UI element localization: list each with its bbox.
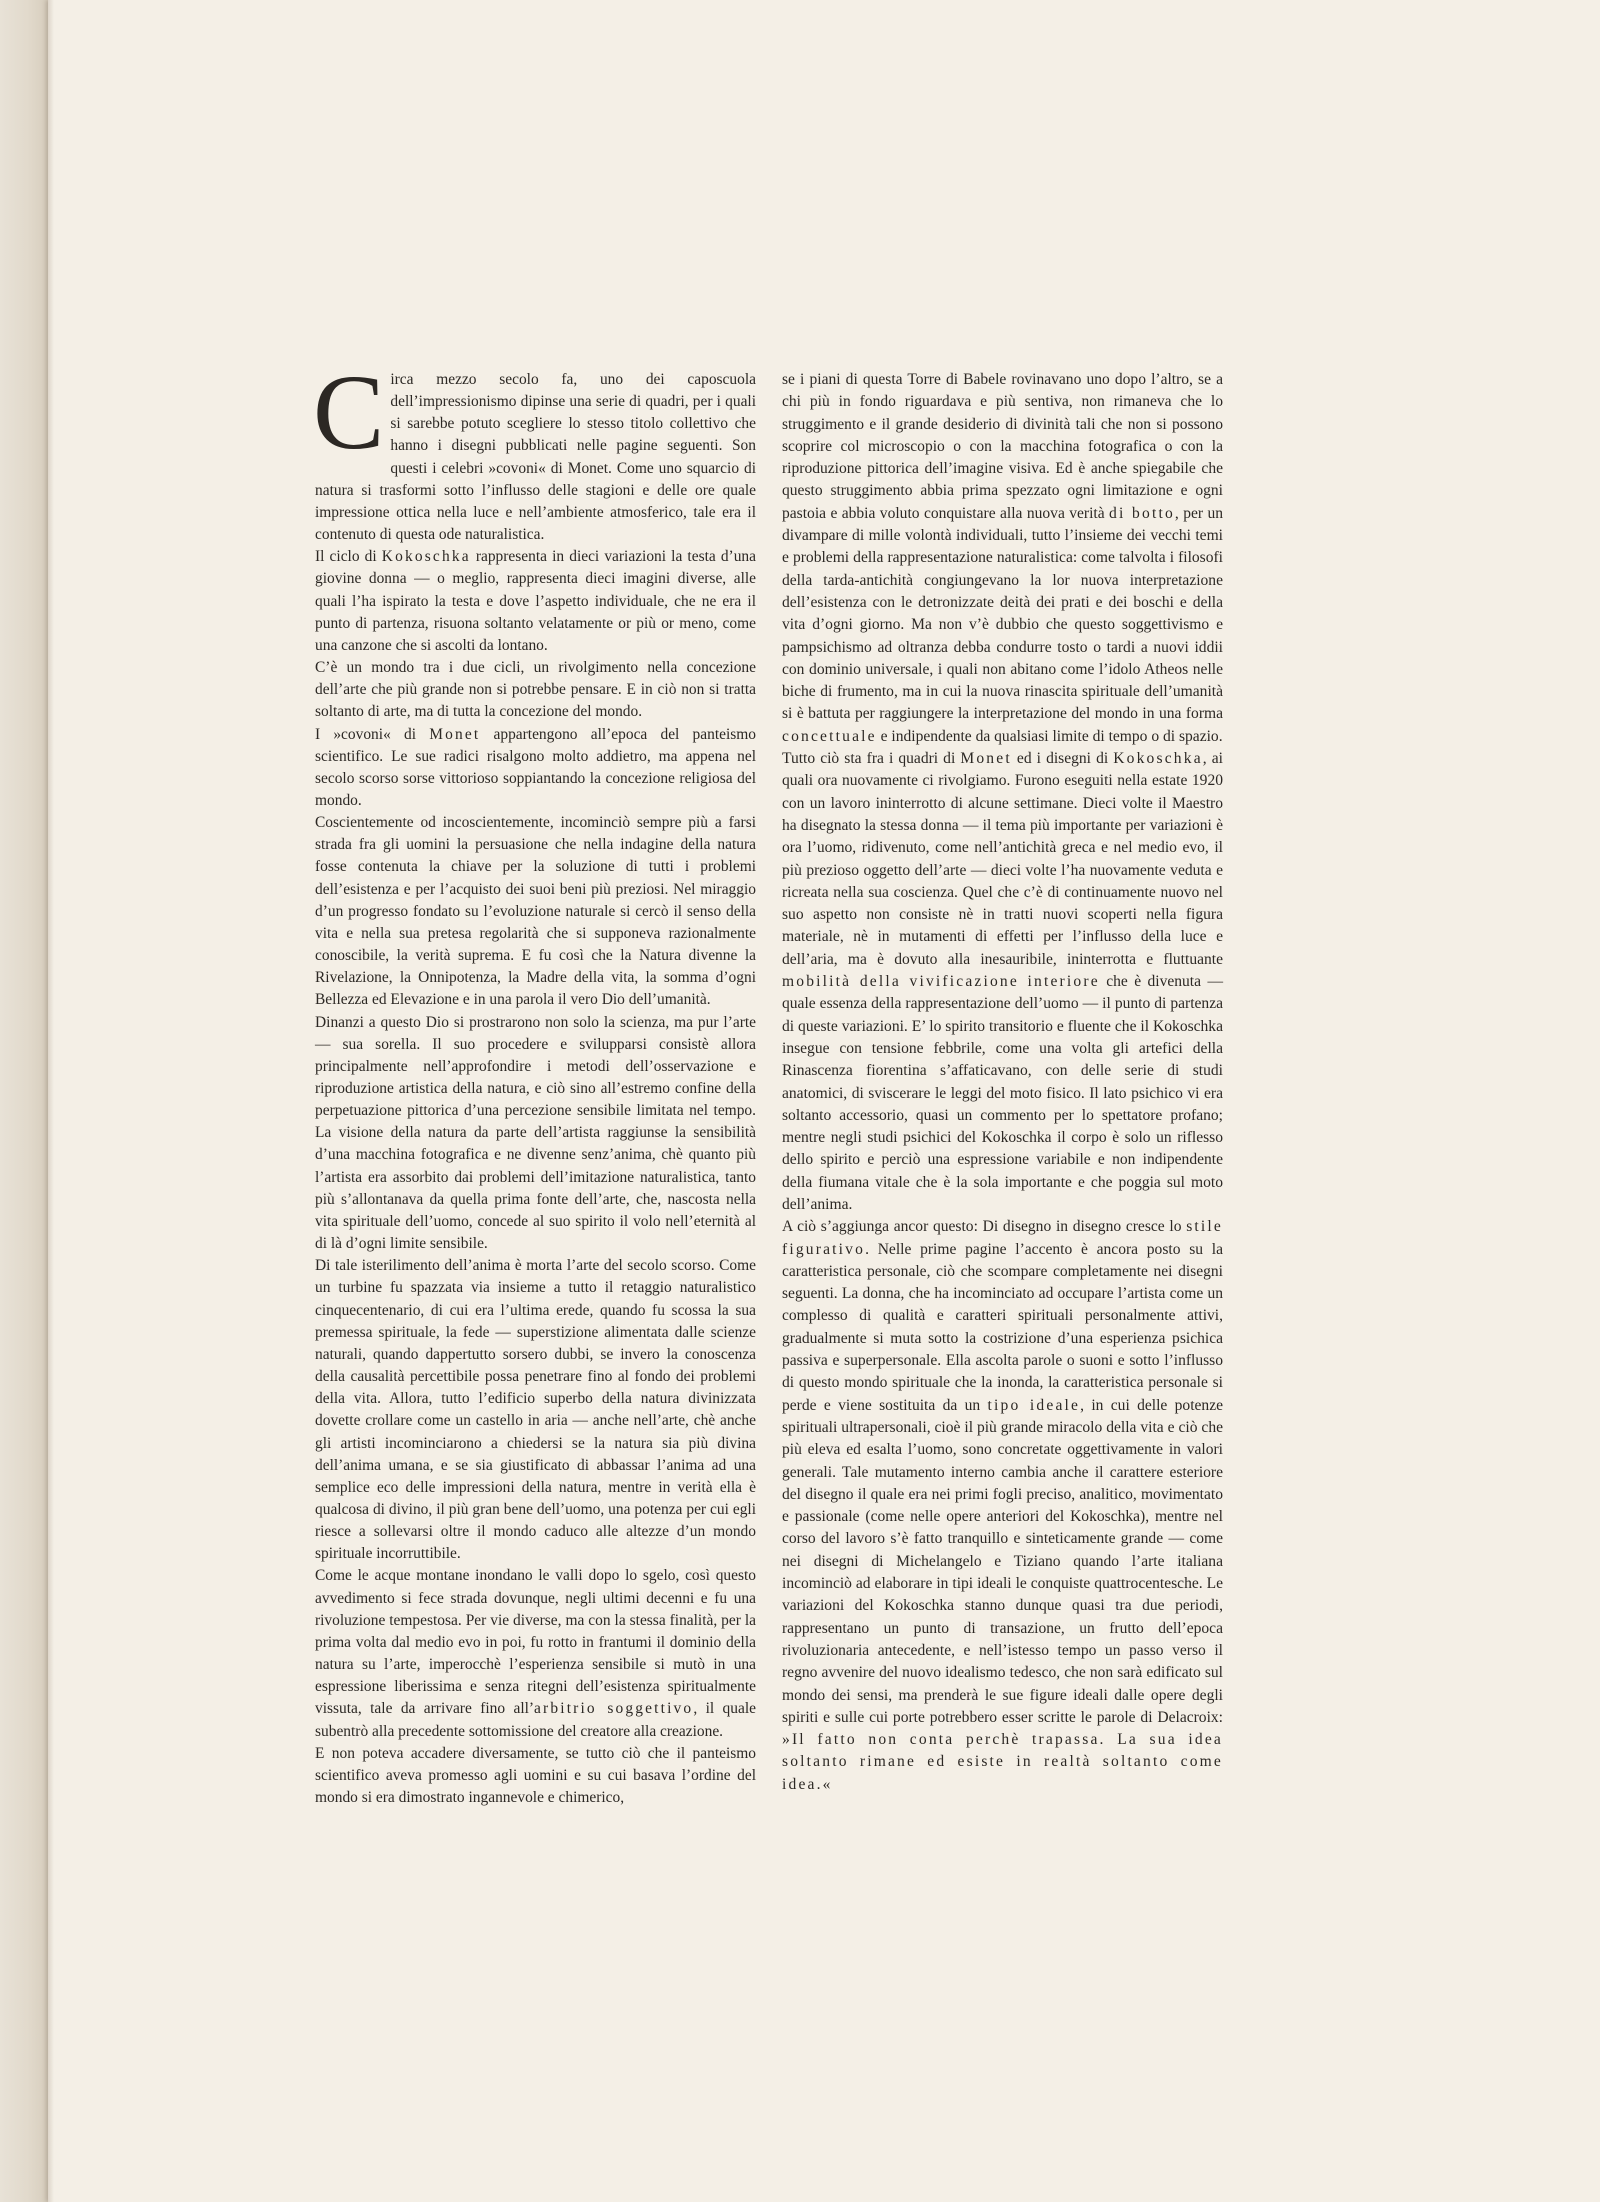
- text-run: Come le acque montane inondano le valli dopo lo sgelo, così questo avvedimento si fece strada dovunque, negli ultimi decenni e fu una rivoluzione tempestosa. Per vie diverse, ma con la stessa finalità, per la prima volta dal medio evo in poi, fu rotto in frantumi il dominio della natura su l’arte, imperocchè l’esperienza sensibile si mutò in una espressione liberissima e senza ritegni dell’esistenza spiritualmente vissuta, tale da arrivare fino all’: [315, 1567, 756, 1718]
- text-column-right: [782, 369, 1223, 1796]
- paragraph: [315, 546, 756, 657]
- spaced-emphasis: Monet: [960, 750, 1012, 768]
- spaced-emphasis: tipo ideale: [987, 1396, 1081, 1414]
- text-run: , in cui delle potenze spirituali ultrapersonali, cioè il più grande miracolo della vita e ciò che più eleva ed esalta l’uomo, sono concretate oggettivamente in valori generali. Tale mutamento interno cambia anche il carattere esteriore del disegno il quale era nei primi fogli preciso, analitico, movimentato e passionale (come nelle opere anteriori del Kokoschka), mentre nel corso del lavoro s’è fatto tranquillo e sinteticamente grande — come nei disegni di Michelangelo e Tiziano quando l’arte italiana incominciò ad elaborare in tipi ideali le conquiste quattrocentesche. Le variazioni del Kokoschka stanno dunque quasi tra due periodi, rappresentano un punto di transazione, un frutto dell’epoca rivoluzionaria antecedente, e nell’istesso tempo un passo verso il regno avvenire del nuovo idealismo tedesco, che non sarà edificato sul mondo dei sensi, ma prenderà le sue figure ideali dalle opere degli spiriti e sulle cui porte potrebbero esser scritte le parole di Delacroix:: [782, 1396, 1224, 1726]
- spaced-emphasis: concettuale: [782, 727, 877, 745]
- text-run: ed i disegni di: [1011, 750, 1114, 768]
- text-run: rappresenta in dieci variazioni la testa d’una giovine donna — o meglio, rappresenta dieci imagini diverse, alle quali l’ha ispirato la testa e dove l’aspetto individuale, che ne era il punto di partenza, risuona soltanto velatamente or più or meno, come una canzone che si ascolti da lontano.: [315, 548, 756, 654]
- text-run: , ai quali ora nuovamente ci rivolgiamo. Furono eseguiti nella estate 1920 con un lavoro ininterrotto di alcune settimane. Dieci volte il Maestro ha disegnato la stessa donna — il tema più importante per variazioni è ora l’uomo, ridivenuto, come nell’antichità greca e nel medio evo, il più prezioso oggetto dell’arte — dieci volte l’ha nuovamente veduta e ricreata nella sua coscienza. Quel che c’è di continuamente nuovo nel suo aspetto non consiste nè in tratti nuovi scoperti nella figura materiale, nè in mutamenti di effetti per l’influsso della luce e dell’aria, ma è dovuto alla inesauribile, ininterrotta e fluttuante: [782, 750, 1223, 968]
- text-run: se i piani di questa Torre di Babele rovinavano uno dopo l’altro, se a chi più in fondo riguardava e più sentiva, non rimaneva che lo struggimento e il grande desiderio di divinità tali che non si possono scoprire col microscopio o con la macchina fotografica o con la riproduzione pittorica dell’imagine visiva. Ed è anche spiegabile che questo struggimento abbia prima spezzato ogni limitazione e ogni pastoia e abbia voluto conquistare alla nuova verità: [782, 371, 1223, 522]
- paragraph: [315, 724, 756, 813]
- paragraph: E non poteva accadere diversamente, se tutto ciò che il panteismo scientifico aveva promesso agli uomini e su cui basava l’ordine del mondo si era dimostrato ingannevole e chimerico,: [315, 1744, 756, 1806]
- text-run: . Nelle prime pagine l’accento è ancora posto su la caratteristica personale, ciò che scompare completamente nei disegni seguenti. La donna, che ha incominciato ad occupare l’artista come un complesso di qualità e caratteri spirituali personalmente attivi, gradualmente si muta sotto la costrizione d’una esperienza psichica passiva e superpersonale. Ella ascolta parole o suoni e sotto l’influsso di questo mondo spirituale che la inonda, la caratteristica personale si perde e viene sostituita da un: [782, 1240, 1223, 1414]
- text-column-left: [313, 354, 756, 1809]
- spaced-emphasis: mobilità della vivificazione interiore: [782, 973, 1100, 991]
- text-run: Tutto ciò sta fra i quadri di: [782, 750, 961, 768]
- spaced-emphasis: di botto: [1109, 504, 1175, 522]
- text-run: appartengono all’epoca del panteismo scientifico. Le sue radici risalgono molto addietro, ma appena nel secolo scorso sorse vittorioso soppiantando la concezione religiosa del mondo.: [315, 725, 756, 809]
- paragraph: [782, 1216, 1223, 1796]
- spaced-emphasis: Kokoschka: [1113, 750, 1203, 768]
- lead-paragraph: irca mezzo secolo fa, uno dei caposcuola dell’impressionismo dipinse una serie di quadri, per i quali si sarebbe potuto scegliere lo stesso titolo collettivo che hanno i disegni pubblicati nelle pagine seguenti. Son questi i celebri »covoni« di Monet. Come uno squarcio di natura si trasformi sotto l’influsso delle stagioni e delle ore quale impressione ottica nella luce e nell’ambiente atmosferico, tale era il contenuto di questa ode naturalistica.: [315, 371, 756, 544]
- page-fold-shadow: [48, 0, 54, 2202]
- text-run: e indipendente da qualsiasi limite di tempo o di spazio.: [876, 727, 1223, 745]
- spaced-emphasis: Monet: [429, 725, 481, 743]
- paragraph: Coscientemente od incoscientemente, incominciò sempre più a farsi strada fra gli uomini la persuasione che nella indagine della natura fosse contenuta la chiave per la soluzione di tutti i problemi dell’esistenza e per l’acquisto dei suoi beni più preziosi. Nel miraggio d’un progresso fondato su l’evoluzione naturale si cercò il senso della vita e nella sua pretesa regolarità che si supponeva razionalmente conoscibile, la verità suprema. E fu così che la Natura divenne la Rivelazione, la Onnipotenza, la Madre della vita, la somma d’ogni Bellezza ed Elevazione e in una parola il vero Dio dell’umanità.: [315, 814, 756, 1009]
- paragraph: [315, 1565, 756, 1742]
- spaced-emphasis: arbitrio soggettivo: [534, 1700, 694, 1718]
- paragraph: C’è un mondo tra i due cicli, un rivolgimento nella concezione dell’arte che più grande non si potrebbe pensare. E in ciò non si tratta soltanto di arte, ma di tutta la concezione del mondo.: [315, 659, 756, 721]
- text-run: I »covoni« di: [315, 725, 430, 743]
- paragraph: [782, 748, 1223, 1216]
- text-run: Il ciclo di: [315, 548, 382, 566]
- drop-cap: C: [313, 354, 385, 472]
- spaced-emphasis: stile figurativo: [782, 1218, 1223, 1258]
- text-run: A ciò s’aggiunga ancor questo: Di disegno in disegno cresce lo: [782, 1218, 1187, 1236]
- text-run: , per un divampare di mille volontà individuali, tutto l’insieme dei vecchi temi e problemi della rappresentazione naturalistica: come talvolta i filosofi della tarda-antichità congiungevano la lor nuova interpretazione dell’esistenza con le detronizzate deità dei prati e dei boschi e della vita d’ogni giorno. Ma non v’è dubbio che questo soggettivismo e pampsichismo ad oltranza debba condurre tosto o tardi a nuovi iddii con dominio universale, i quali non abitano come l’idolo Atheos nelle biche di frumento, ma in cui la nuova rinascita spirituale dell’umanità si è battuta per raggiungere la interpretazione del mondo in una forma: [782, 504, 1223, 723]
- text-run: che è divenuta — quale essenza della rappresentazione dell’uomo — il punto di partenza di queste variazioni. E’ lo spirito transitorio e fluente che il Kokoschka insegue con tensione febbrile, come una volta gli artefici della Rinascenza fiorentina s’affaticavano, con delle serie di studi anatomici, di sviscerare le leggi del moto fisico. Il lato psichico vi era soltanto accessorio, quasi un commento per lo spettatore profano; mentre negli studi psichici del Kokoschka il corpo è solo un riflesso dello spirito e perciò una espressione variabile e non indipendente della fiumana vitale che è la sola importante e che poggia sul moto dell’anima.: [782, 973, 1223, 1213]
- paragraph: [782, 369, 1223, 748]
- spaced-emphasis: »Il fatto non conta perchè trapassa. La sua idea soltanto rimane ed esiste in realtà soltanto come idea.«: [782, 1731, 1223, 1793]
- text-run: , il quale subentrò alla precedente sottomissione del creatore alla creazione.: [315, 1700, 756, 1740]
- background-surface: [0, 0, 48, 2202]
- paragraph: Di tale isterilimento dell’anima è morta l’arte del secolo scorso. Come un turbine fu spazzata via insieme a tutto il retaggio naturalistico cinquecentenario, di cui era l’ultima erede, quando fu scossa la sua premessa spirituale, la fede — superstizione alimentata dalle scienze naturali, quando dappertutto sorsero dubbi, se invero la conoscenza della causalità percettibile possa penetrare fino al fondo dei problemi della vita. Allora, tutto l’edificio superbo della natura divinizzata dovette crollare come un castello in aria — anche nell’arte, chè anche gli artisti incominciarono a chiedersi se la natura sia più divina dell’anima umana, e se sia giustificato di abbassar l’anima ad una semplice eco delle impressioni della natura, mentre in verità ella è qualcosa di divino, il più gran bene dell’uomo, una potenza per cui egli riesce a sollevarsi oltre il mondo caduco alle altezze d’un mondo spirituale incorruttibile.: [315, 1257, 756, 1563]
- paragraph: Dinanzi a questo Dio si prostrarono non solo la scienza, ma pur l’arte — sua sorella. Il suo procedere e svilupparsi consistè allora principalmente nell’approfondire i metodi dell’osservazione e riproduzione artistica della natura, e ciò sino all’estremo confine della perpetuazione pittorica d’una percezione sensibile limitata nel tempo. La visione della natura da parte dell’artista raggiunse la sensibilità d’una macchina fotografica e ne divenne senz’anima, chè quanto più l’artista era assorbito dai problemi dell’imitazione naturalistica, tanto più s’allontanava da quella prima fonte dell’arte, che, nascosta nella vita spirituale dell’uomo, concede al suo spirito il volo nell’eternità al di là d’ogni limite sensibile.: [315, 1013, 756, 1253]
- spaced-emphasis: Kokoschka: [381, 548, 471, 566]
